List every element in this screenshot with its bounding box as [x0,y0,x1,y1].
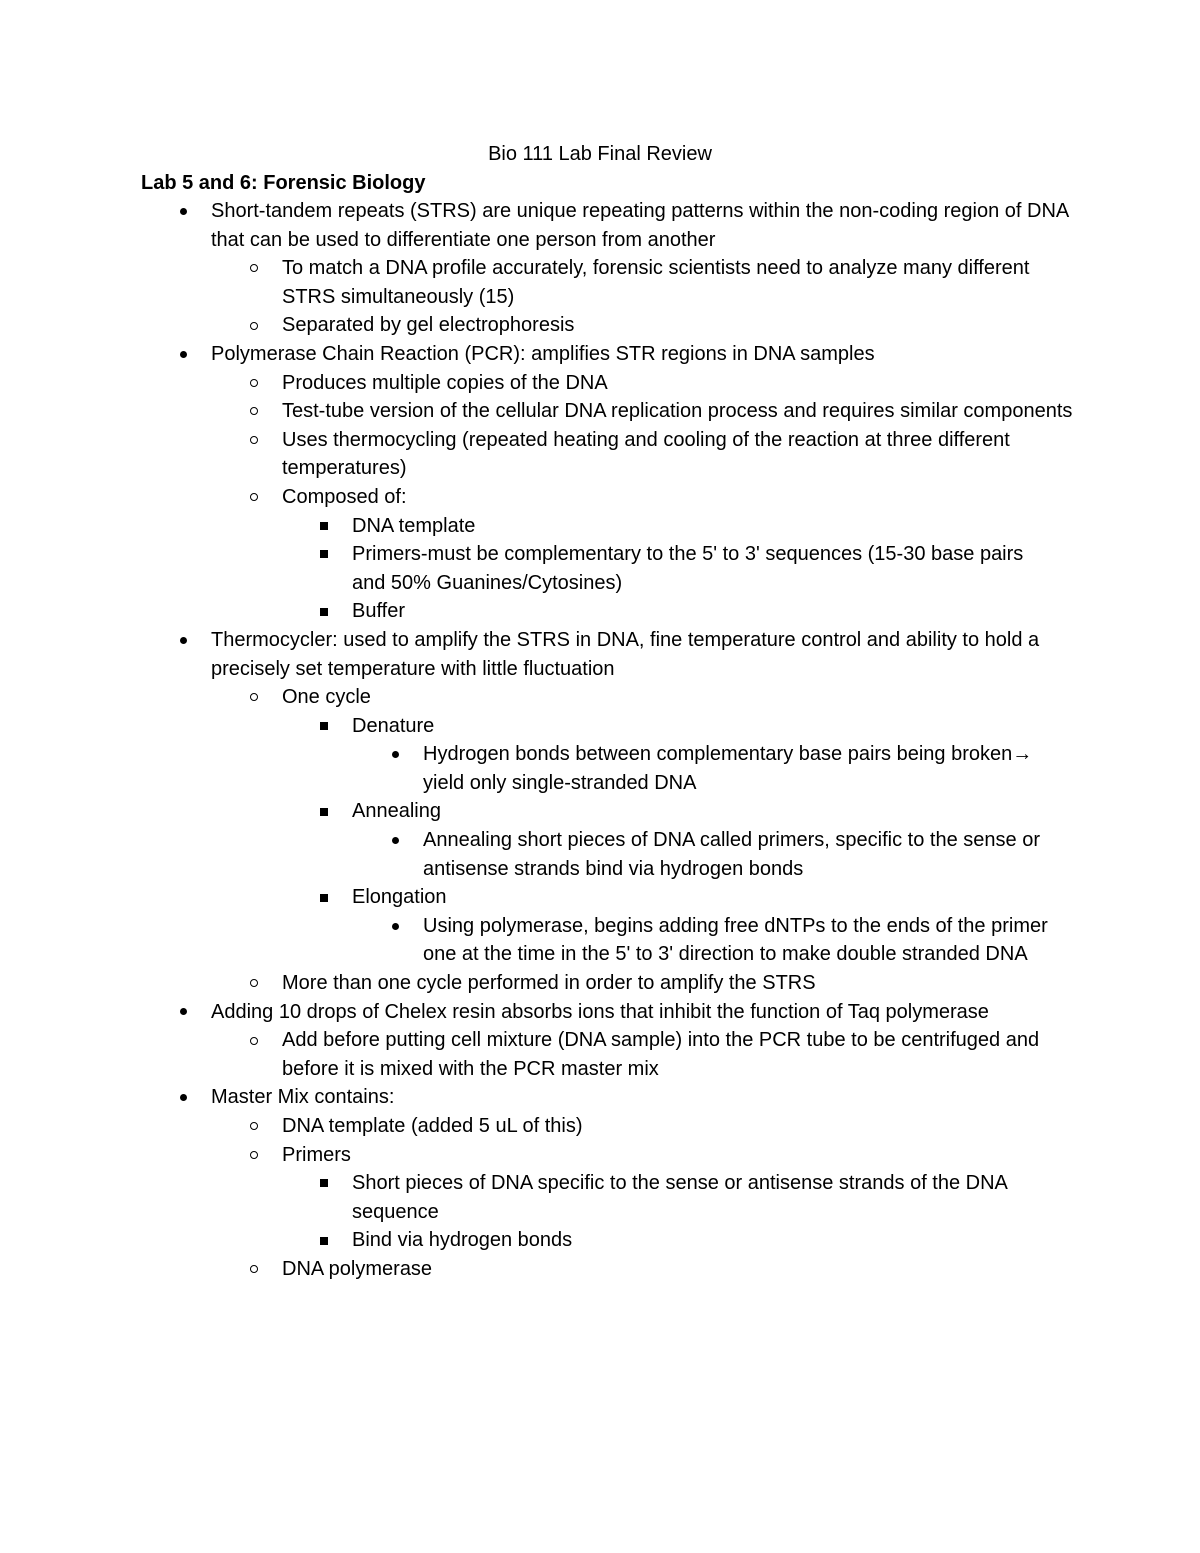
list-item [0,998,1200,1027]
list-item-text: Annealing short pieces of DNA called primers, specific to the sense or antisense strands bind via hydrogen bonds [423,829,1040,880]
list-item [0,1141,1200,1170]
list-item [0,1083,1200,1112]
list-item-text: Denature [352,714,435,737]
list-item-text: Using polymerase, begins adding free dNTPs to the ends of the primer one at the time in the 5' to 3' direction to make double stranded DNA [423,914,1048,966]
list-item [0,626,1200,683]
list-item [0,540,1200,597]
disc-bullet-icon [176,998,190,1027]
circle-bullet-icon [247,1255,261,1284]
square-bullet-icon [317,512,331,541]
circle-bullet-icon [247,397,261,426]
list-item [0,1255,1200,1284]
circle-bullet-icon [247,969,261,998]
disc-bullet-icon [176,340,190,369]
list-item-text: Hydrogen bonds between complementary base pairs being broken→ yield only single-stranded DNA [423,743,1033,794]
list-item-text: Test-tube version of the cellular DNA replication process and requires similar components [282,400,1073,423]
list-item [0,197,1200,254]
square-bullet-icon [317,712,331,741]
disc-bullet-icon [388,740,402,769]
section-heading: Lab 5 and 6: Forensic Biology [141,172,426,194]
list-item [0,254,1200,311]
list-item [0,311,1200,340]
circle-bullet-icon [247,426,261,455]
list-item-text: Uses thermocycling (repeated heating and cooling of the reaction at three different temperatures) [282,428,1010,480]
circle-bullet-icon [247,1026,261,1055]
list-item-text: Adding 10 drops of Chelex resin absorbs ions that inhibit the function of Taq polymerase [211,1000,989,1023]
list-item-text: Buffer [352,600,405,623]
disc-bullet-icon [176,197,190,226]
list-item [0,969,1200,998]
circle-bullet-icon [247,683,261,712]
list-item-text: Produces multiple copies of the DNA [282,371,608,394]
list-item [0,426,1200,483]
square-bullet-icon [317,597,331,626]
list-item-text: Thermocycler: used to amplify the STRS in DNA, fine temperature control and ability to hold a precisely set temperature with little fluctuation [211,628,1040,680]
disc-bullet-icon [388,826,402,855]
circle-bullet-icon [247,1112,261,1141]
list-item [0,712,1200,741]
list-item-text: DNA template (added 5 uL of this) [282,1115,583,1137]
disc-bullet-icon [176,626,190,655]
list-item [0,912,1200,969]
list-item [0,740,1200,797]
list-item-text: Master Mix contains: [211,1086,395,1109]
square-bullet-icon [317,540,331,569]
disc-bullet-icon [176,1083,190,1112]
list-item-text: Composed of: [282,485,407,508]
list-item-text: Polymerase Chain Reaction (PCR): amplifies STR regions in DNA samples [211,342,875,365]
list-item-text: DNA polymerase [282,1257,433,1280]
list-item-text: Short pieces of DNA specific to the sense or antisense strands of the DNA sequence [352,1172,1007,1223]
list-item-text: Separated by gel electrophoresis [282,314,575,337]
list-item [0,1226,1200,1255]
list-item [0,512,1200,541]
list-item [0,683,1200,712]
circle-bullet-icon [247,254,261,283]
list-item-text: Bind via hydrogen bonds [352,1229,573,1252]
list-item-text: Short-tandem repeats (STRS) are unique repeating patterns within the non-coding region of DNA that can be used to differentiate one person from another [211,200,1069,251]
list-item [0,1169,1200,1226]
list-item [0,397,1200,426]
list-item-text: Primers-must be complementary to the 5' to 3' sequences (15-30 base pairs and 50% Guanines/Cytosines) [352,543,1024,594]
circle-bullet-icon [247,1141,261,1170]
disc-bullet-icon [388,912,402,941]
list-item-text: DNA template [352,514,476,537]
square-bullet-icon [317,1226,331,1255]
list-item-text: One cycle [282,686,371,709]
list-item [0,597,1200,626]
list-item-text: Annealing [352,800,441,823]
list-item [0,483,1200,512]
list-item [0,340,1200,369]
list-item-text: Primers [282,1143,351,1166]
list-item [0,1112,1200,1141]
circle-bullet-icon [247,311,261,340]
bullet-outline [0,197,1200,1284]
list-item [0,826,1200,883]
page-title: Bio 111 Lab Final Review [488,143,712,165]
square-bullet-icon [317,797,331,826]
square-bullet-icon [317,1169,331,1198]
circle-bullet-icon [247,369,261,398]
list-item [0,369,1200,398]
list-item-text: Elongation [352,886,447,909]
list-item [0,1026,1200,1083]
circle-bullet-icon [247,483,261,512]
square-bullet-icon [317,883,331,912]
list-item-text: To match a DNA profile accurately, forensic scientists need to analyze many different STRS simultaneously (15) [282,257,1030,308]
list-item-text: Add before putting cell mixture (DNA sample) into the PCR tube to be centrifuged and before it is mixed with the PCR master mix [282,1029,1040,1080]
list-item-text: More than one cycle performed in order to amplify the STRS [282,972,816,995]
list-item [0,797,1200,826]
list-item [0,883,1200,912]
